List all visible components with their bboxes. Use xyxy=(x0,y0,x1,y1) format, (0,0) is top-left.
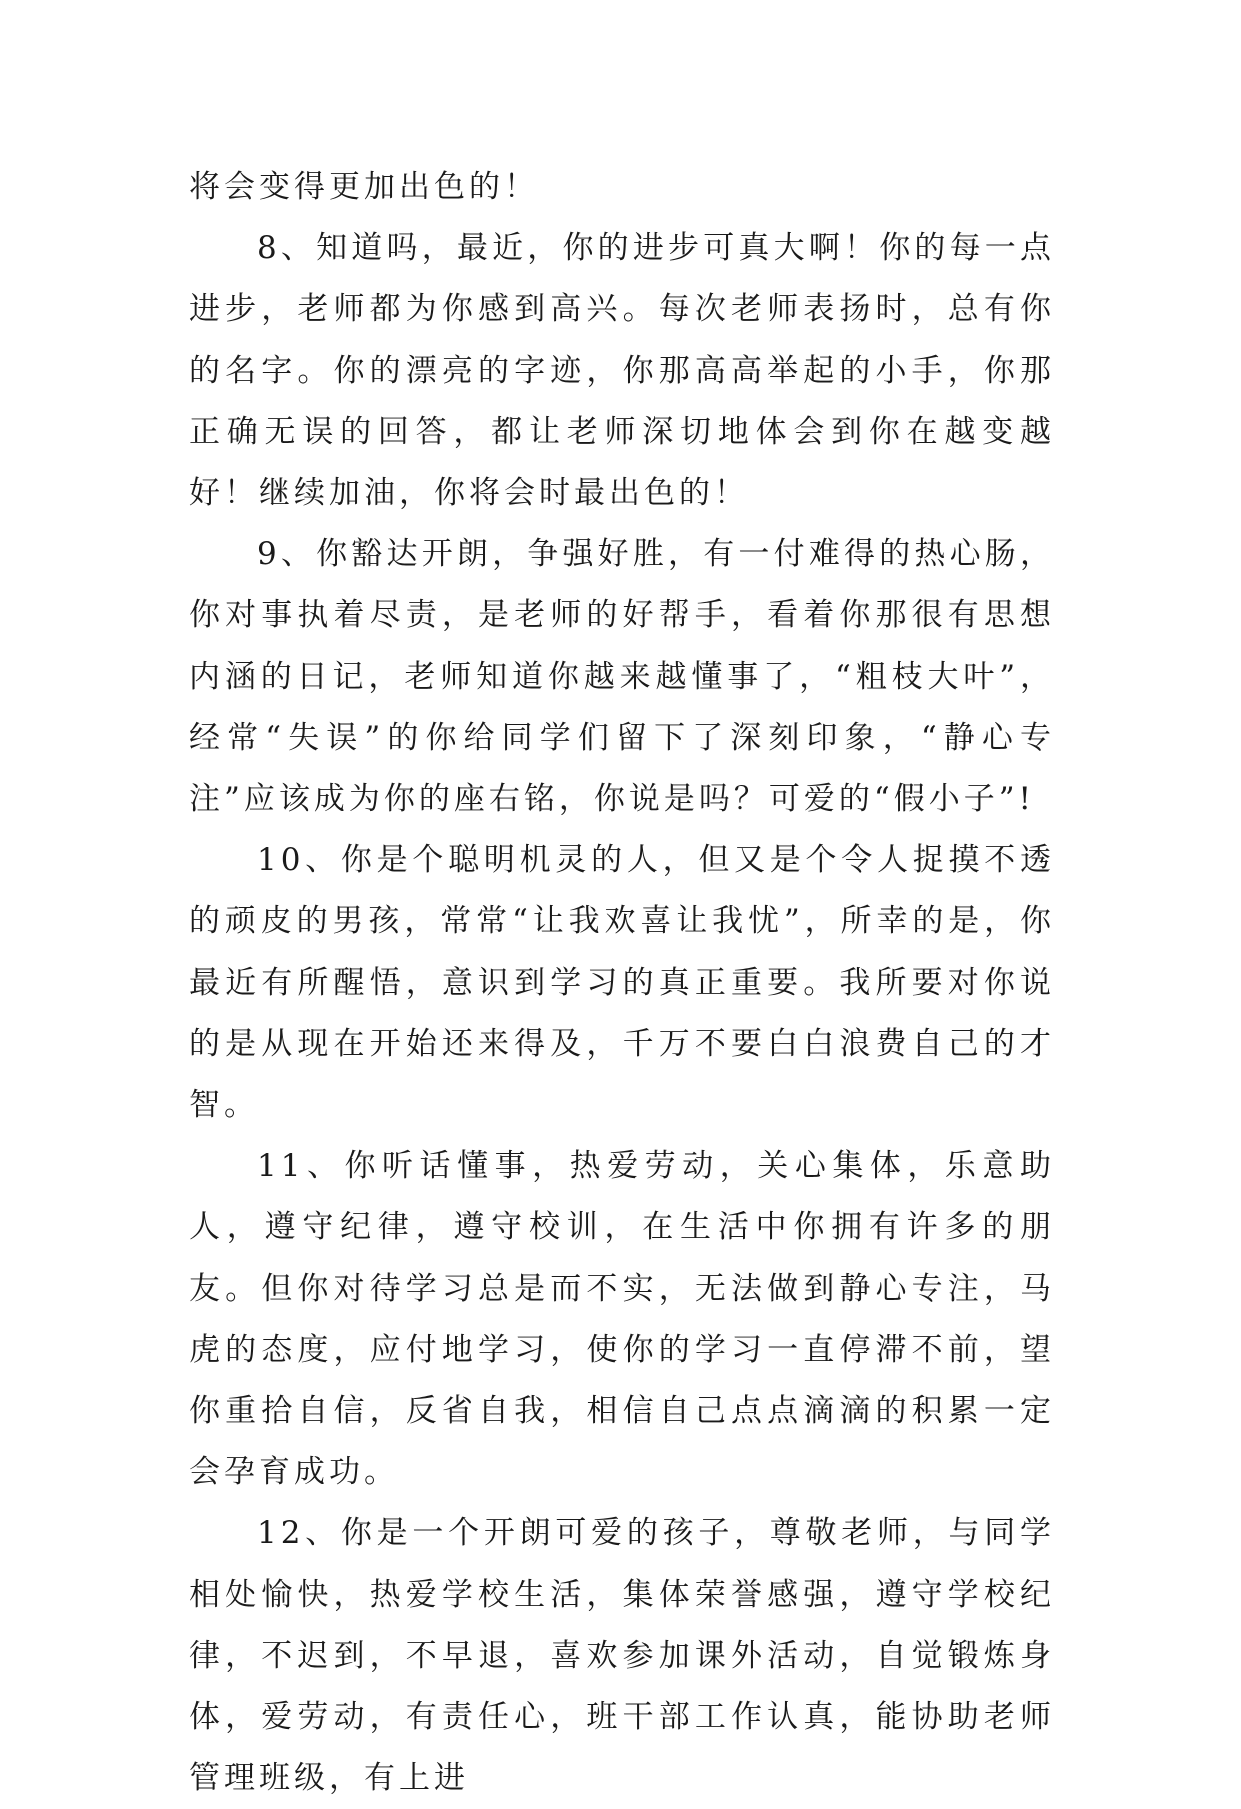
paragraph-item-10: 10、你是个聪明机灵的人，但又是个令人捉摸不透的顽皮的男孩，常常“让我欢喜让我忧”，所幸的是，你最近有所醒悟，意识到学习的真正重要。我所要对你说的是从现在开始还来得及，千万不要白白浪费自己的才智。 xyxy=(189,842,1055,1124)
paragraph-item-12: 12、你是一个开朗可爱的孩子，尊敬老师，与同学相处愉快，热爱学校生活，集体荣誉感强，遵守学校纪律，不迟到，不早退，喜欢参加课外活动，自觉锻炼身体，爱劳动，有责任心，班干部工作认真，能协助老师管理班级，有上进 xyxy=(189,1515,1055,1797)
paragraph-item-11: 11、你听话懂事，热爱劳动，关心集体，乐意助人，遵守纪律，遵守校训，在生活中你拥有许多的朋友。但你对待学习总是而不实，无法做到静心专注，马虎的态度，应付地学习，使你的学习一直停滞不前，望你重拾自信，反省自我，相信自己点点滴滴的积累一定会孕育成功。 xyxy=(189,1148,1055,1491)
paragraph-continuation: 将会变得更加出色的！ xyxy=(189,169,539,205)
document-body xyxy=(189,157,1055,1809)
paragraph-item-8: 8、知道吗，最近，你的进步可真大啊！你的每一点进步，老师都为你感到高兴。每次老师表扬时，总有你的名字。你的漂亮的字迹，你那高高举起的小手，你那正确无误的回答，都让老师深切地体会到你在越变越好！继续加油，你将会时最出色的！ xyxy=(189,230,1055,512)
paragraph-item-9: 9、你豁达开朗，争强好胜，有一付难得的热心肠，你对事执着尽责，是老师的好帮手，看着你那很有思想内涵的日记，老师知道你越来越懂事了，“粗枝大叶”，经常“失误”的你给同学们留下了深刻印象，“静心专注”应该成为你的座右铭，你说是吗？可爱的“假小子”! xyxy=(189,536,1055,818)
